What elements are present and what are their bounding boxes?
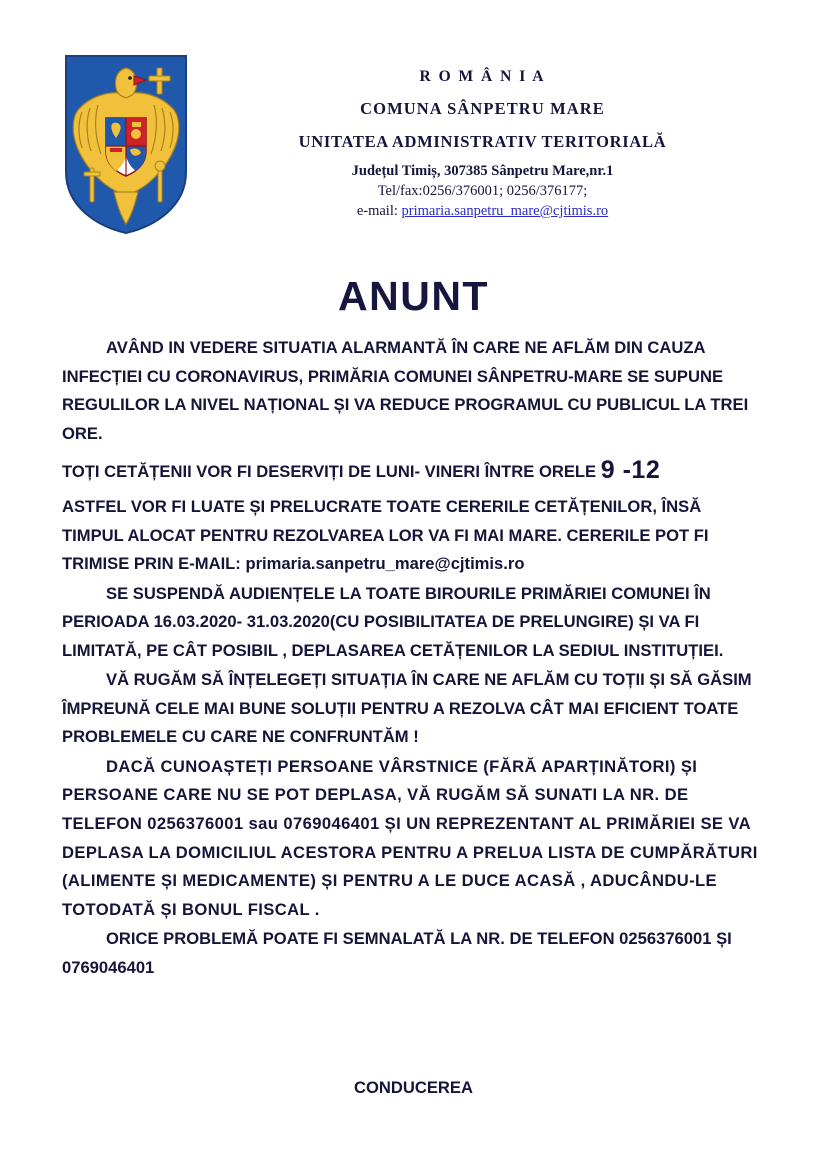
administrative-unit: UNITATEA ADMINISTRATIV TERITORIALĂ xyxy=(298,132,667,151)
page-title: ANUNT xyxy=(338,273,489,319)
country-name: R O M Â N I A xyxy=(419,68,546,85)
header-text-block xyxy=(190,52,765,220)
paragraph-5: DACĂ CUNOAȘTEȚI PERSOANE VÂRSTNICE (FĂRĂ APARȚINĂTORI) ȘI PERSOANE CARE NU SE POT DEPLASA, VĂ RUGĂM SĂ SUNATI LA NR. DE TELEFON 0256376001 sau 0769046401 ȘI UN REPREZENTANT AL PRIMĂRIEI SE VA DEPLASA LA DOMICILIUL ACESTORA PENTRU A PRELUA LISTA DE CUMPĂRĂTURI (ALIMENTE ȘI MEDICAMENTE) ȘI PENTRU A LE DUCE ACASĂ , ADUCÂNDU-LE TOTODATĂ ȘI BONUL FISCAL . xyxy=(62,756,758,919)
romania-coat-of-arms-icon xyxy=(62,52,190,237)
paragraph-2-requests xyxy=(62,493,765,579)
announcement-body xyxy=(62,334,765,982)
email-label: e-mail: xyxy=(356,203,402,219)
email-link[interactable]: primaria.sanpetru_mare@cjtimis.ro xyxy=(401,203,609,219)
paragraph-3: SE SUSPENDĂ AUDIENȚELE LA TOATE BIROURILE PRIMĂRIEI COMUNEI ÎN PERIOADA 16.03.2020- 31.03.2020(CU POSIBILITATEA DE PRELUNGIRE) ȘI VA FI LIMITATĂ, PE CÂT POSIBIL , DEPLASAREA CETĂȚENILOR LA SEDIUL INSTITUȚIEI. xyxy=(62,583,724,660)
paragraph-1: AVÂND IN VEDERE SITUATIA ALARMANTĂ ÎN CARE NE AFLĂM DIN CAUZA INFECȚIEI CU CORONAVIRUS, PRIMĂRIA COMUNEI SÂNPETRU-MARE SE SUPUNE REGULILOR LA NIVEL NAȚIONAL ȘI VA REDUCE PROGRAMUL CU PUBLICUL LA TREI ORE. xyxy=(62,338,749,443)
email-line xyxy=(200,203,765,220)
contact-email: primaria.sanpetru_mare@cjtimis.ro xyxy=(245,554,525,574)
document-header xyxy=(62,0,765,237)
signature-line: CONDUCEREA xyxy=(354,1078,473,1097)
office-hours: 9 -12 xyxy=(600,456,661,485)
commune-name: COMUNA SÂNPETRU MARE xyxy=(360,99,605,118)
address-line: Județul Timiș, 307385 Sânpetru Mare,nr.1 xyxy=(351,163,614,179)
paragraph-2-schedule xyxy=(62,449,765,492)
schedule-text: TOȚI CETĂȚENII VOR FI DESERVIȚI DE LUNI- VINERI ÎNTRE ORELE xyxy=(62,462,601,482)
requests-text: ASTFEL VOR FI LUATE ȘI PRELUCRATE TOATE CERERILE CETĂȚENILOR, ÎNSĂ TIMPUL ALOCAT PENTRU REZOLVAREA LOR VA FI MAI MARE. CERERILE POT FI TRIMISE PRIN E-MAIL: xyxy=(62,497,709,574)
paragraph-6: ORICE PROBLEMĂ POATE FI SEMNALATĂ LA NR. DE TELEFON 0256376001 ȘI 0769046401 xyxy=(62,929,732,977)
phone-line: Tel/fax:0256/376001; 0256/376177; xyxy=(377,183,588,199)
paragraph-4: VĂ RUGĂM SĂ ÎNȚELEGEȚI SITUAȚIA ÎN CARE NE AFLĂM CU TOȚII ȘI SĂ GĂSIM ÎMPREUNĂ CELE MAI BUNE SOLUȚII PENTRU A REZOLVA CÂT MAI EFICIENT TOATE PROBLEMELE CU CARE NE CONFRUNTĂM ! xyxy=(62,670,752,747)
